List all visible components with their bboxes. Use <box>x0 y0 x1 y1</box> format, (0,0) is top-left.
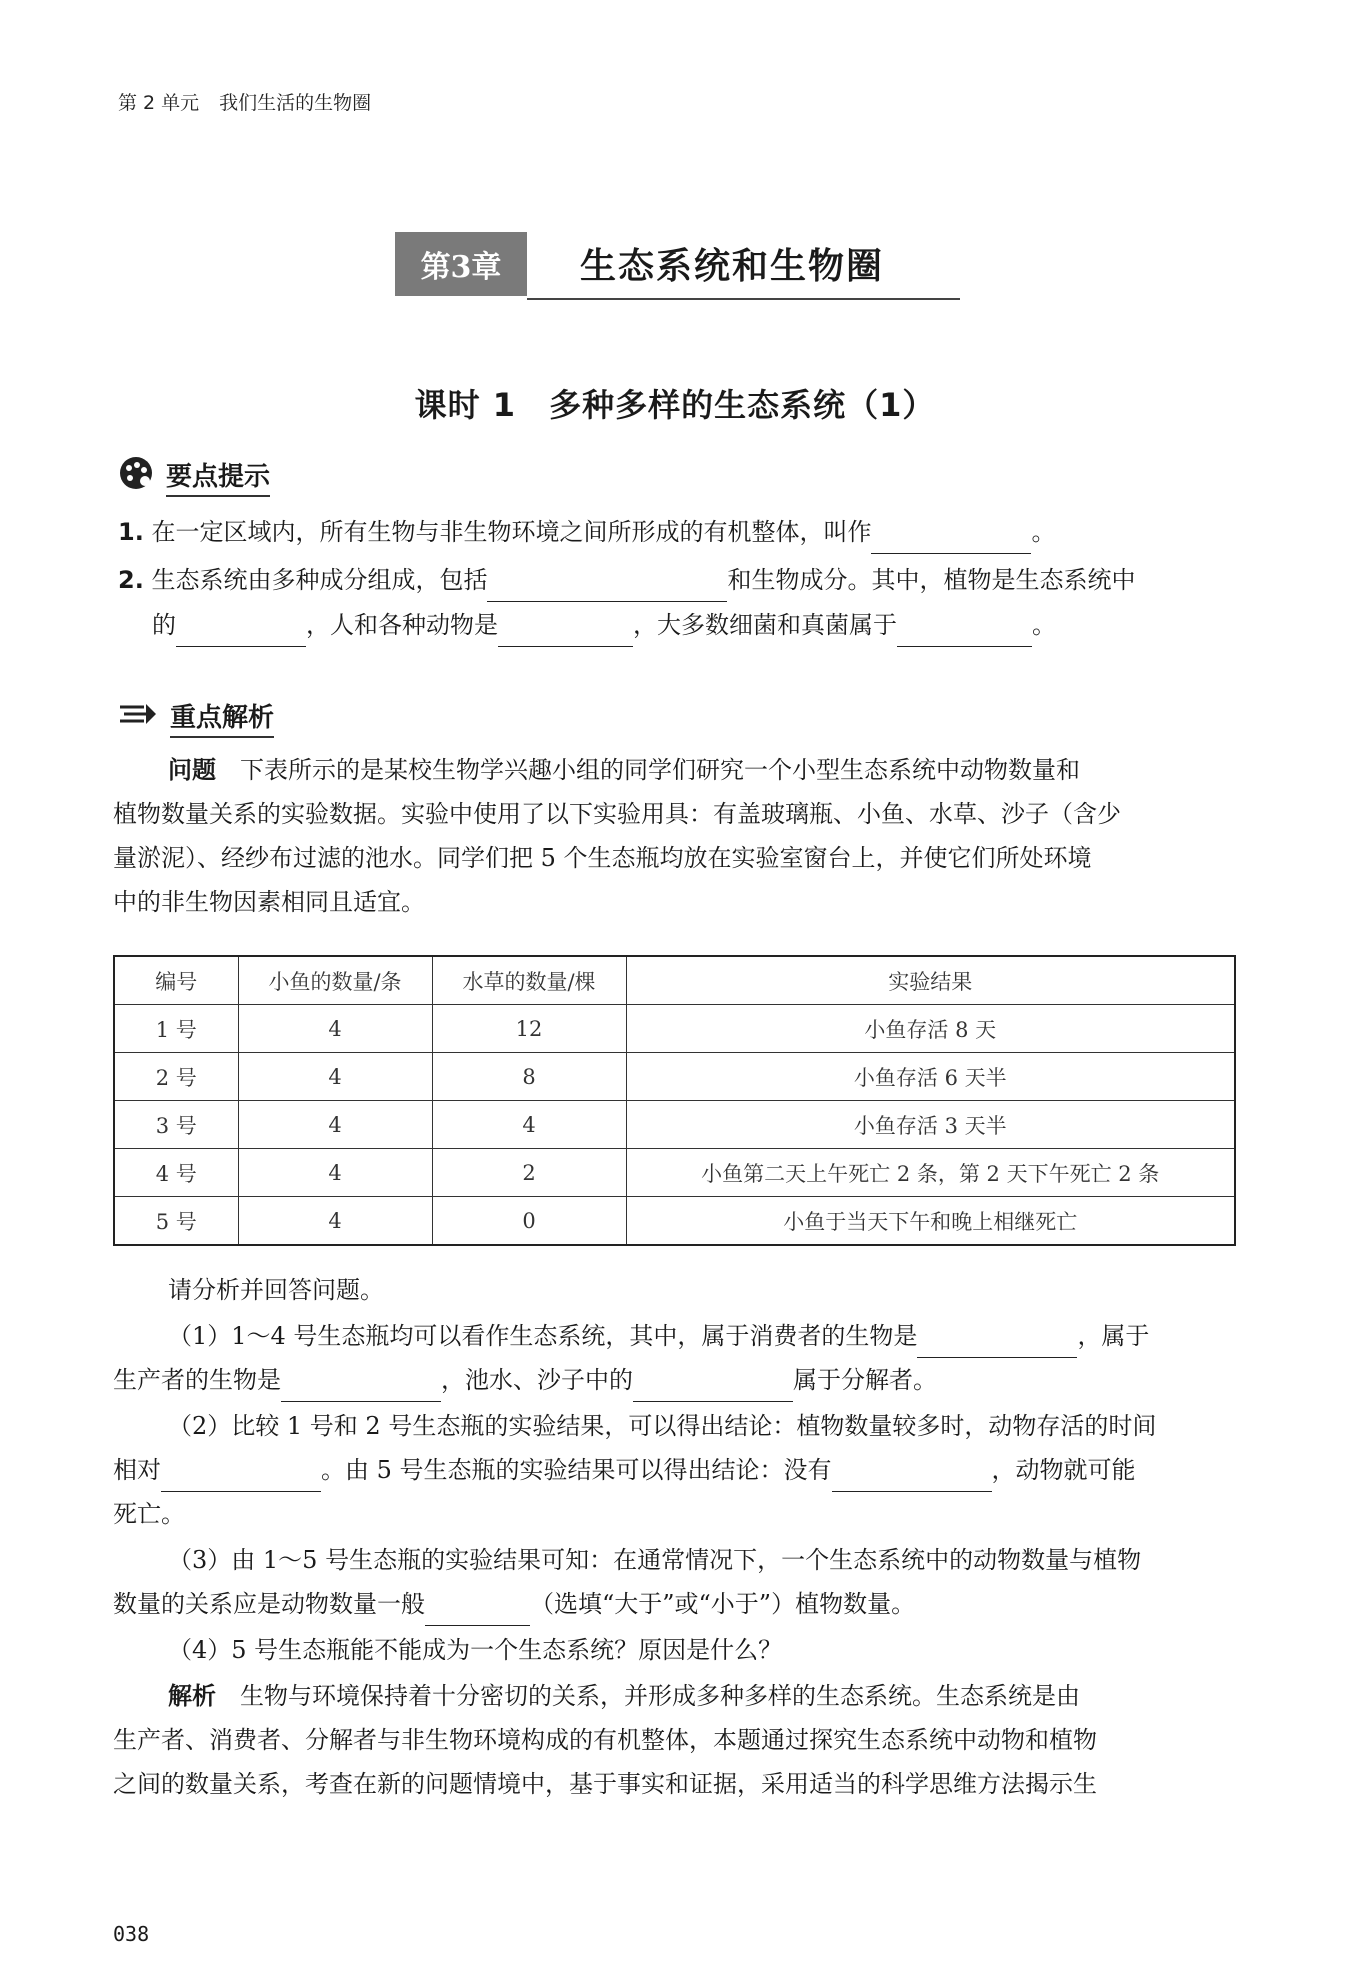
table-cell: 4 号 <box>114 1149 238 1197</box>
item-text: ，大多数细菌和真菌属于 <box>633 611 897 639</box>
answer-blank[interactable] <box>487 575 727 602</box>
question-3-continued <box>113 1582 1243 1626</box>
item-text: 和生物成分。其中，植物是生态系统中 <box>727 566 1136 594</box>
table-cell: 5 号 <box>114 1197 238 1246</box>
chapter-label: 第3章 <box>395 232 527 296</box>
explanation-text: 生物与环境保持着十分密切的关系，并形成多种多样的生态系统。生态系统是由 <box>240 1682 1080 1710</box>
table-cell: 小鱼于当天下午和晚上相继死亡 <box>626 1197 1235 1246</box>
answer-blank[interactable] <box>897 620 1032 647</box>
problem-text: 下表所示的是某校生物学兴趣小组的同学们研究一个小型生态系统中动物数量和 <box>240 756 1080 784</box>
table-row <box>114 1197 1235 1246</box>
item-text: 的 <box>152 611 176 639</box>
problem-line: 量淤泥）、经纱布过滤的池水。同学们把 5 个生态瓶均放在实验室窗台上，并使它们所处环境 <box>113 844 1092 872</box>
unit-title: 我们生活的生物圈 <box>219 92 372 114</box>
table-header-row <box>114 956 1235 1005</box>
explanation-label: 解析 <box>168 1682 216 1710</box>
key-point-2 <box>118 558 1238 602</box>
question-text: 。由 5 号生态瓶的实验结果可以得出结论：没有 <box>321 1456 832 1484</box>
explanation-line: 之间的数量关系，考查在新的问题情境中，基于事实和证据，采用适当的科学思维方法揭示生 <box>113 1770 1097 1798</box>
question-1-continued <box>113 1358 1243 1402</box>
question-text: 属于分解者。 <box>793 1366 937 1394</box>
answer-blank[interactable] <box>161 1465 321 1492</box>
table-cell: 4 <box>238 1149 432 1197</box>
key-point-2-continued <box>152 603 1242 647</box>
column-header: 小鱼的数量/条 <box>238 956 432 1005</box>
item-number: 2. <box>118 566 144 594</box>
item-text: 。 <box>1031 518 1056 546</box>
column-header: 实验结果 <box>626 956 1235 1005</box>
key-points-label: 要点提示 <box>166 456 270 497</box>
item-text: ，人和各种动物是 <box>306 611 498 639</box>
table-cell: 小鱼存活 8 天 <box>626 1005 1235 1053</box>
chapter-banner <box>395 232 960 296</box>
question-text: （1）1～4 号生态瓶均可以看作生态系统，其中，属于消费者的生物是 <box>168 1322 918 1350</box>
unit-label: 第 2 单元 <box>118 92 200 114</box>
problem-line: 植物数量关系的实验数据。实验中使用了以下实验用具：有盖玻璃瓶、小鱼、水草、沙子（含少 <box>113 800 1121 828</box>
table-cell: 4 <box>238 1053 432 1101</box>
problem-paragraph <box>113 748 1243 924</box>
table-cell: 12 <box>432 1005 626 1053</box>
item-number: 1. <box>118 518 144 546</box>
item-text: 生态系统由多种成分组成，包括 <box>151 566 488 594</box>
answer-blank[interactable] <box>633 1375 793 1402</box>
column-header: 编号 <box>114 956 238 1005</box>
answer-blank[interactable] <box>832 1465 992 1492</box>
page-number: 038 <box>113 1922 150 1946</box>
problem-line: 中的非生物因素相同且适宜。 <box>113 888 425 916</box>
question-2-continued <box>113 1448 1243 1492</box>
table-cell: 小鱼存活 3 天半 <box>626 1101 1235 1149</box>
problem-line <box>113 748 1243 792</box>
explanation-line <box>113 1674 1243 1718</box>
question-2: （2）比较 1 号和 2 号生态瓶的实验结果，可以得出结论：植物数量较多时，动物存活的时间 <box>168 1412 1157 1440</box>
answer-blank[interactable] <box>176 620 306 647</box>
question-text: 相对 <box>113 1456 161 1484</box>
experiment-table <box>113 955 1236 1246</box>
running-header <box>118 88 371 115</box>
problem-label: 问题 <box>168 756 216 784</box>
question-3: （3）由 1～5 号生态瓶的实验结果可知：在通常情况下，一个生态系统中的动物数量与植物 <box>168 1546 1142 1574</box>
table-row <box>114 1101 1235 1149</box>
question-2-end: 死亡。 <box>113 1500 185 1528</box>
question-text: （选填“大于”或“小于”）植物数量。 <box>530 1590 916 1618</box>
arrow-lines-icon <box>118 699 158 736</box>
key-point-1 <box>118 510 1238 554</box>
analysis-heading <box>118 697 274 738</box>
table-cell: 2 号 <box>114 1053 238 1101</box>
table-row <box>114 1053 1235 1101</box>
question-text: 数量的关系应是动物数量一般 <box>113 1590 425 1618</box>
answer-blank[interactable] <box>917 1331 1077 1358</box>
table-cell: 小鱼第二天上午死亡 2 条，第 2 天下午死亡 2 条 <box>626 1149 1235 1197</box>
lesson-title: 课时 1 多种多样的生态系统（1） <box>414 386 936 424</box>
table-cell: 4 <box>432 1101 626 1149</box>
table-row <box>114 1149 1235 1197</box>
analysis-label: 重点解析 <box>170 697 274 738</box>
table-cell: 2 <box>432 1149 626 1197</box>
palette-icon <box>118 455 154 498</box>
item-text: 在一定区域内，所有生物与非生物环境之间所形成的有机整体，叫作 <box>151 518 872 546</box>
explanation-line: 生产者、消费者、分解者与非生物环境构成的有机整体，本题通过探究生态系统中动物和植物 <box>113 1726 1097 1754</box>
question-text: 生产者的生物是 <box>113 1366 281 1394</box>
answer-blank[interactable] <box>498 620 633 647</box>
table-row <box>114 1005 1235 1053</box>
table-cell: 小鱼存活 6 天半 <box>626 1053 1235 1101</box>
table-cell: 3 号 <box>114 1101 238 1149</box>
column-header: 水草的数量/棵 <box>432 956 626 1005</box>
table-cell: 4 <box>238 1101 432 1149</box>
question-text: ，池水、沙子中的 <box>441 1366 633 1394</box>
answer-blank[interactable] <box>871 527 1031 554</box>
table-cell: 4 <box>238 1197 432 1246</box>
table-cell: 0 <box>432 1197 626 1246</box>
item-text: 。 <box>1032 611 1056 639</box>
table-cell: 8 <box>432 1053 626 1101</box>
key-points-heading <box>118 455 270 498</box>
chapter-title: 生态系统和生物圈 <box>580 245 885 287</box>
chapter-underline <box>527 298 960 300</box>
answer-blank[interactable] <box>281 1375 441 1402</box>
questions-block <box>113 1268 1243 1806</box>
question-text: ，动物就可能 <box>991 1456 1136 1484</box>
prompt-text: 请分析并回答问题。 <box>168 1276 384 1304</box>
question-4: （4）5 号生态瓶能不能成为一个生态系统？原因是什么？ <box>168 1636 783 1664</box>
table-cell: 1 号 <box>114 1005 238 1053</box>
question-text: ，属于 <box>1077 1322 1150 1350</box>
table-cell: 4 <box>238 1005 432 1053</box>
question-1 <box>113 1314 1243 1358</box>
answer-blank[interactable] <box>425 1599 530 1626</box>
